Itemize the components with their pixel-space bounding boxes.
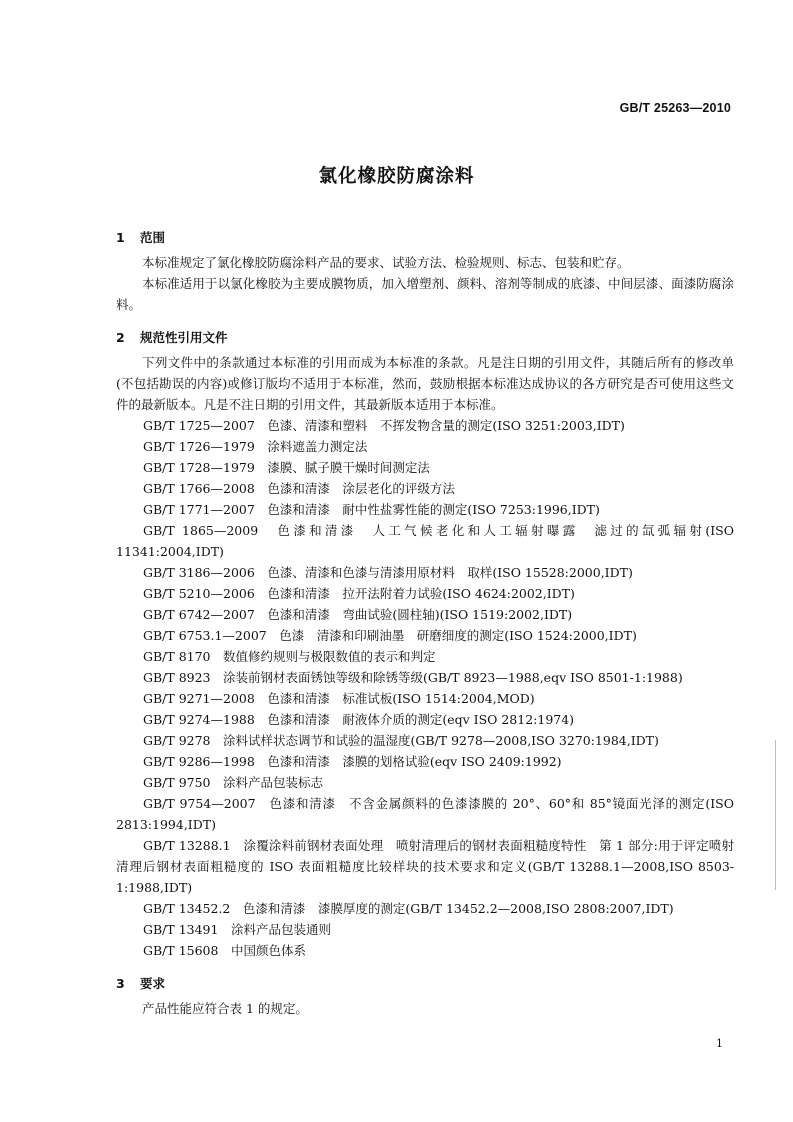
document-body (116, 227, 734, 1019)
section-number: 3 (116, 976, 125, 991)
reference-item: GB/T 13452.2 色漆和清漆 漆膜厚度的测定(GB/T 13452.2—2008,ISO 2808:2007,IDT) (143, 901, 674, 916)
section-title: 要求 (140, 976, 166, 991)
section-2-heading (116, 327, 734, 348)
paragraph: 本标准规定了氯化橡胶防腐涂料产品的要求、试验方法、检验规则、标志、包装和贮存。 (142, 255, 630, 270)
paragraph: 本标准适用于以氯化橡胶为主要成膜物质，加入增塑剂、颜料、溶剂等制成的底漆、中间层漆、面漆防腐涂料。 (116, 276, 734, 312)
section-title: 规范性引用文件 (140, 330, 228, 345)
reference-item: GB/T 8170 数值修约规则与极限数值的表示和判定 (143, 649, 436, 664)
reference-item: GB/T 13288.1 涂覆涂料前钢材表面处理 喷射清理后的钢材表面粗糙度特性 第 1 部分:用于评定喷射清理后钢材表面粗糙度的 ISO 表面粗糙度比较样块的技术要求和定义(GB/T 13288.1—2008,ISO 8503-1:1988,IDT) (116, 838, 734, 895)
reference-item: GB/T 1728—1979 漆膜、腻子膜干燥时间测定法 (143, 460, 430, 475)
reference-item: GB/T 9278 涂料试样状态调节和试验的温湿度(GB/T 9278—2008,ISO 3270:1984,IDT) (143, 733, 659, 748)
section-number: 1 (116, 230, 125, 245)
reference-item: GB/T 13491 涂料产品包装通则 (143, 922, 331, 937)
section-3-heading (116, 973, 734, 994)
reference-item: GB/T 9754—2007 色漆和清漆 不含金属颜料的色漆漆膜的 20°、60°和 85°镜面光泽的测定(ISO 2813:1994,IDT) (116, 796, 734, 832)
standard-code: GB/T 25263—2010 (619, 101, 731, 115)
section-number: 2 (116, 330, 125, 345)
reference-item: GB/T 9271—2008 色漆和清漆 标准试板(ISO 1514:2004,MOD) (143, 691, 535, 706)
page-title: 氯化橡胶防腐涂料 (318, 166, 475, 187)
paragraph: 产品性能应符合表 1 的规定。 (142, 1001, 308, 1016)
reference-item: GB/T 1766—2008 色漆和清漆 涂层老化的评级方法 (143, 481, 455, 496)
reference-item: GB/T 9274—1988 色漆和清漆 耐液体介质的测定(eqv ISO 2812:1974) (143, 712, 575, 727)
reference-item: GB/T 9750 涂料产品包装标志 (143, 775, 324, 790)
reference-item: GB/T 1865—2009 色漆和清漆 人工气候老化和人工辐射曝露 滤过的氙弧辐射(ISO 11341:2004,IDT) (116, 523, 734, 559)
reference-item: GB/T 1725—2007 色漆、清漆和塑料 不挥发物含量的测定(ISO 3251:2003,IDT) (143, 418, 625, 433)
reference-item: GB/T 1726—1979 涂料遮盖力测定法 (143, 439, 368, 454)
reference-item: GB/T 1771—2007 色漆和清漆 耐中性盐雾性能的测定(ISO 7253:1996,IDT) (143, 502, 600, 517)
reference-item: GB/T 3186—2006 色漆、清漆和色漆与清漆用原材料 取样(ISO 15528:2000,IDT) (143, 565, 633, 580)
reference-item: GB/T 8923 涂装前钢材表面锈蚀等级和除锈等级(GB/T 8923—1988,eqv ISO 8501-1:1988) (143, 670, 683, 685)
scan-edge-line (775, 740, 776, 890)
section-title: 范围 (140, 230, 166, 245)
section-1-heading (116, 227, 734, 248)
reference-item: GB/T 6753.1—2007 色漆 清漆和印刷油墨 研磨细度的测定(ISO 1524:2000,IDT) (143, 628, 637, 643)
reference-item: GB/T 6742—2007 色漆和清漆 弯曲试验(圆柱轴)(ISO 1519:2002,IDT) (143, 607, 573, 622)
reference-item: GB/T 15608 中国颜色体系 (143, 943, 306, 958)
page-number: 1 (716, 1037, 723, 1050)
paragraph: 下列文件中的条款通过本标准的引用而成为本标准的条款。凡是注日期的引用文件，其随后所有的修改单(不包括勘误的内容)或修订版均不适用于本标准，然而，鼓励根据本标准达成协议的各方研究是否可使用这些文件的最新版本。凡是不注日期的引用文件，其最新版本适用于本标准。 (116, 355, 734, 412)
reference-item: GB/T 9286—1998 色漆和清漆 漆膜的划格试验(eqv ISO 2409:1992) (143, 754, 562, 769)
reference-item: GB/T 5210—2006 色漆和清漆 拉开法附着力试验(ISO 4624:2002,IDT) (143, 586, 575, 601)
